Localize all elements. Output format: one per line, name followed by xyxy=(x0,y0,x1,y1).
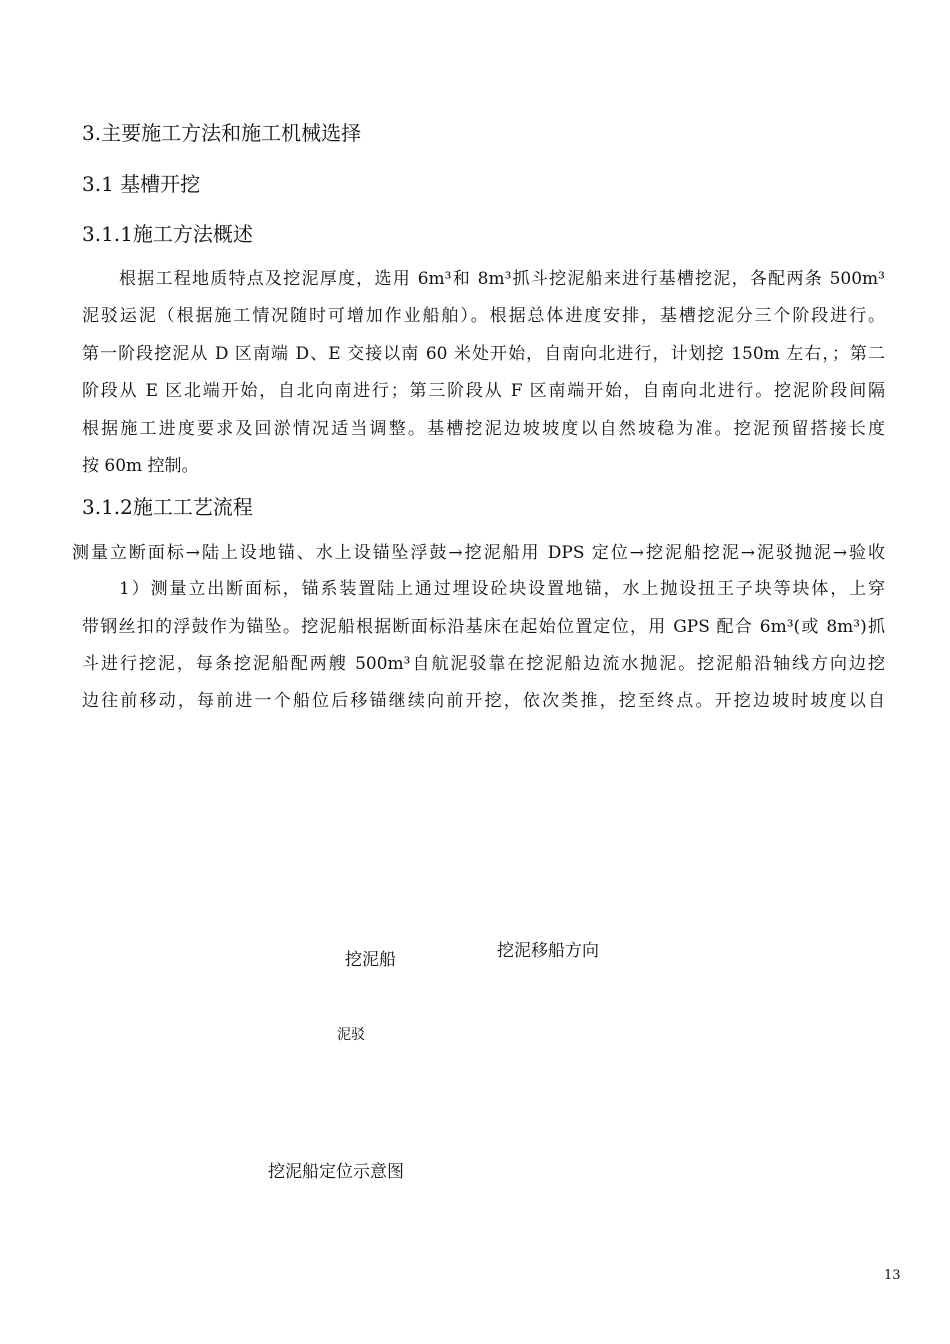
barge-label: 泥驳 xyxy=(337,1027,365,1043)
section-3-heading: 3.主要施工方法和施工机械选择 xyxy=(82,121,362,145)
paragraph-line: 带钢丝扣的浮鼓作为锚坠。挖泥船根据断面标沿基床在起始位置定位，用 GPS 配合 6m³(或 8m³)抓 xyxy=(82,617,885,637)
paragraph-line: 斗进行挖泥，每条挖泥船配两艘 500m³自航泥驳靠在挖泥船边流水抛泥。挖泥船沿轴线方向边挖 xyxy=(82,654,885,674)
paragraph-line: 1）测量立出断面标，锚系装置陆上通过埋设砼块设置地锚，水上抛设扭王子块等块体，上穿 xyxy=(119,579,885,599)
paragraph-line: 阶段从 E 区北端开始，自北向南进行；第三阶段从 F 区南端开始，自南向北进行。挖泥阶段间隔 xyxy=(82,381,885,401)
section-3-1-heading: 3.1 基槽开挖 xyxy=(82,172,201,196)
paragraph-line: 第一阶段挖泥从 D 区南端 D、E 交接以南 60 米处开始，自南向北进行，计划挖 150m 左右，；第二 xyxy=(82,344,885,364)
paragraph-line: 泥驳运泥（根据施工情况随时可增加作业船舶）。根据总体进度安排，基槽挖泥分三个阶段进行。 xyxy=(82,306,885,326)
section-3-1-1-heading: 3.1.1施工方法概述 xyxy=(82,222,253,246)
paragraph-line: 根据工程地质特点及挖泥厚度，选用 6m³和 8m³抓斗挖泥船来进行基槽挖泥，各配两条 500m³ xyxy=(119,269,885,289)
paragraph-line: 按 60m 控制。 xyxy=(82,456,199,476)
section-3-1-2-heading: 3.1.2施工工艺流程 xyxy=(82,495,253,519)
paragraph-line: 根据施工进度要求及回淤情况适当调整。基槽挖泥边坡坡度以自然坡稳为准。挖泥预留搭接长度 xyxy=(82,419,885,439)
dredger-label: 挖泥船 xyxy=(345,950,396,970)
process-flow: 测量立断面标→陆上设地锚、水上设锚坠浮鼓→挖泥船用 DPS 定位→挖泥船挖泥→泥驳抛泥→验收 xyxy=(72,543,885,563)
move-direction-label: 挖泥移船方向 xyxy=(497,941,599,961)
diagram-caption: 挖泥船定位示意图 xyxy=(268,1162,404,1182)
paragraph-line: 边往前移动，每前进一个船位后移锚继续向前开挖，依次类推，挖至终点。开挖边坡时坡度以自 xyxy=(82,691,885,711)
page-number: 13 xyxy=(884,1268,901,1283)
